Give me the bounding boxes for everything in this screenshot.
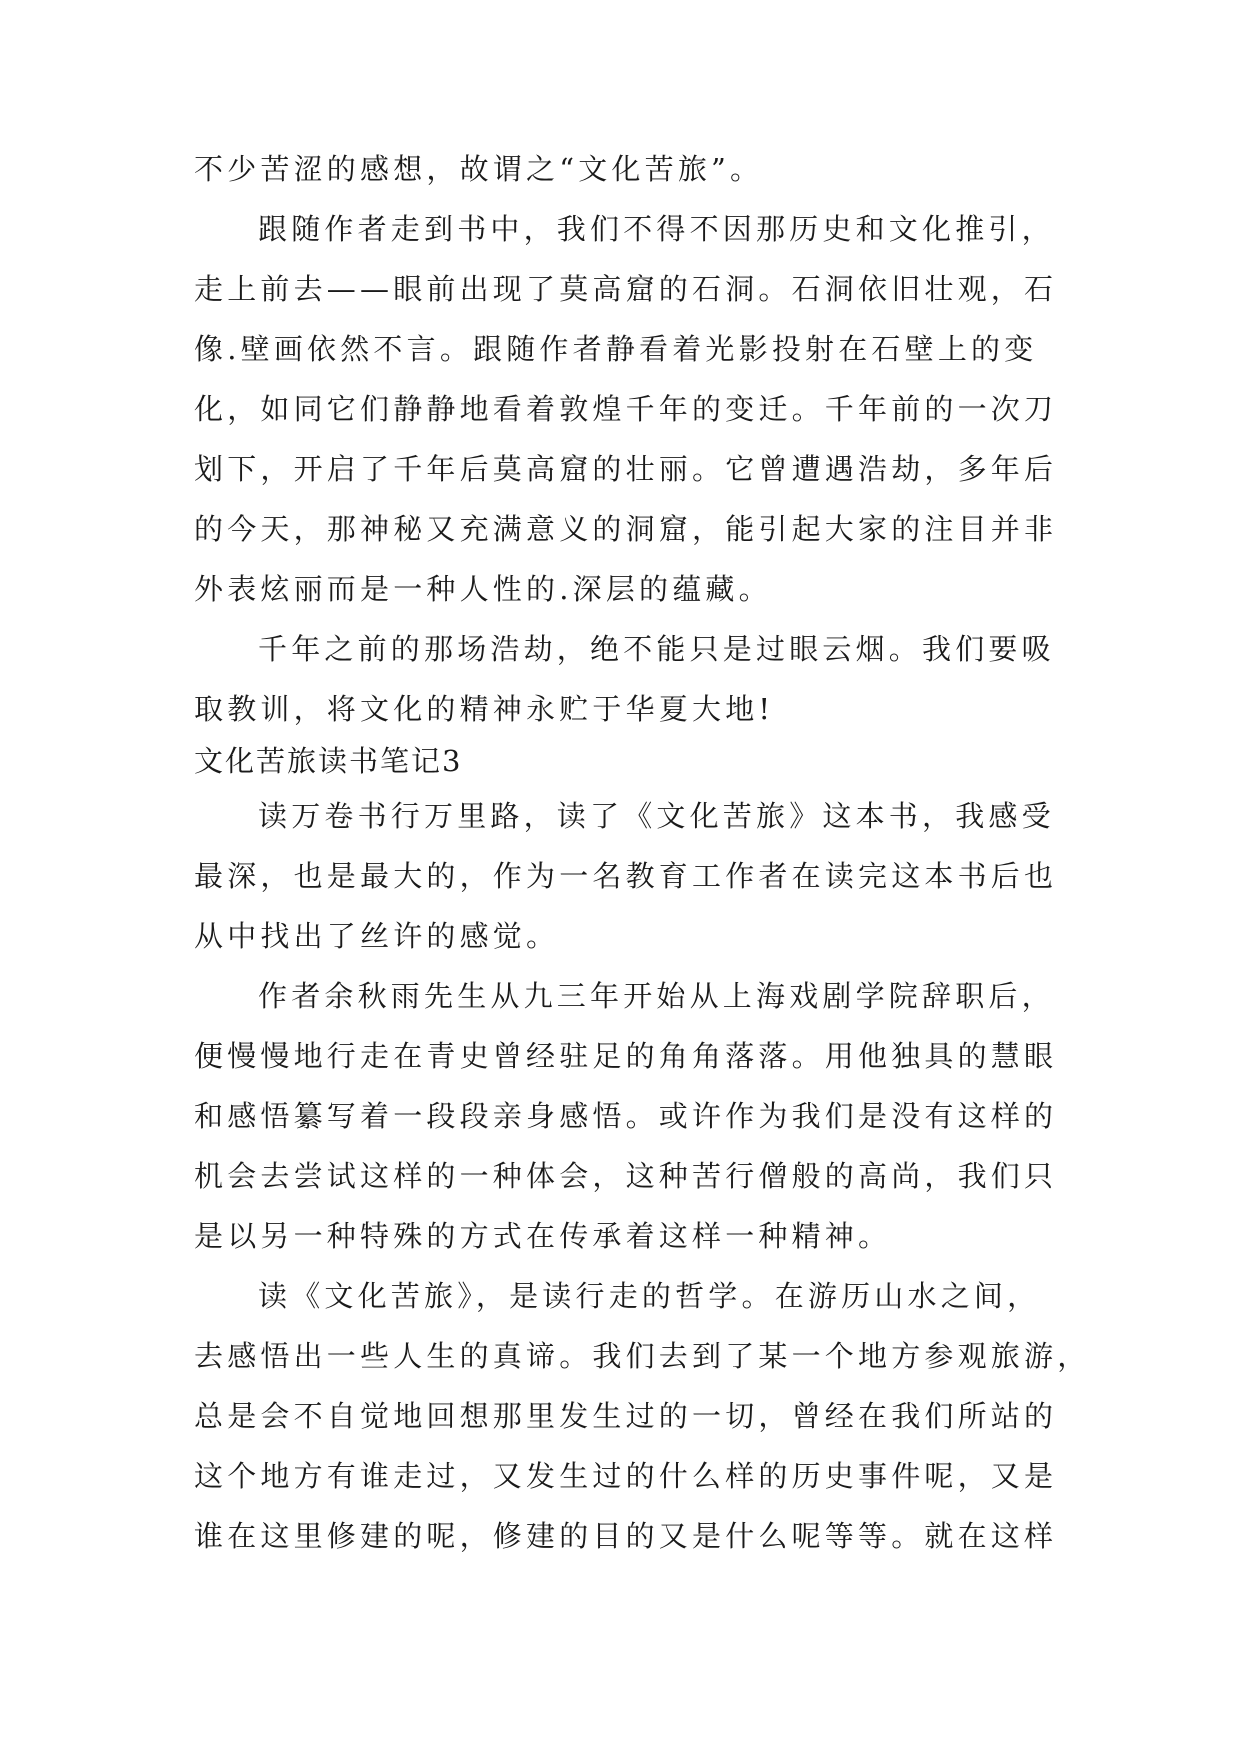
text-line: 化，如同它们静静地看着敦煌千年的变迁。千年前的一次刀: [194, 392, 1058, 426]
text-line: 取教训，将文化的精神永贮于华夏大地!: [194, 692, 775, 726]
paragraph-start-line: 读《文化苦旅》，是读行走的哲学。在游历山水之间，: [258, 1279, 1041, 1313]
text-line: 便慢慢地行走在青史曾经驻足的角角落落。用他独具的慧眼: [194, 1039, 1058, 1073]
text-line: 谁在这里修建的呢，修建的目的又是什么呢等等。就在这样: [194, 1519, 1058, 1553]
text-line: 去感悟出一些人生的真谛。我们去到了某一个地方参观旅游，: [194, 1339, 1091, 1373]
text-line: 像.壁画依然不言。跟随作者静看着光影投射在石壁上的变: [194, 332, 1038, 366]
text-line: 和感悟纂写着一段段亲身感悟。或许作为我们是没有这样的: [194, 1099, 1058, 1133]
text-line: 这个地方有谁走过，又发生过的什么样的历史事件呢，又是: [194, 1459, 1058, 1493]
paragraph-start-line: 读万卷书行万里路，读了《文化苦旅》这本书，我感受: [258, 799, 1055, 833]
text-line: 划下，开启了千年后莫高窟的壮丽。它曾遭遇浩劫，多年后: [194, 452, 1058, 486]
text-line: 最深，也是最大的，作为一名教育工作者在读完这本书后也: [194, 859, 1058, 893]
text-line: 总是会不自觉地回想那里发生过的一切，曾经在我们所站的: [194, 1399, 1058, 1433]
text-line: 外表炫丽而是一种人性的.深层的蕴藏。: [194, 572, 772, 606]
text-line: 是以另一种特殊的方式在传承着这样一种精神。: [194, 1219, 892, 1253]
text-line: 从中找出了丝许的感觉。: [194, 919, 560, 953]
text-line: 走上前去——眼前出现了莫高窟的石洞。石洞依旧壮观，石: [194, 272, 1058, 306]
text-line: 不少苦涩的感想，故谓之“文化苦旅”。: [194, 152, 764, 186]
paragraph-start-line: 跟随作者走到书中，我们不得不因那历史和文化推引，: [258, 212, 1055, 246]
text-line: 的今天，那神秘又充满意义的洞窟，能引起大家的注目并非: [194, 512, 1058, 546]
paragraph-start-line: 作者余秋雨先生从九三年开始从上海戏剧学院辞职后，: [258, 979, 1055, 1013]
paragraph-start-line: 千年之前的那场浩劫，绝不能只是过眼云烟。我们要吸: [258, 632, 1055, 666]
section-heading: 文化苦旅读书笔记3: [194, 744, 463, 778]
text-line: 机会去尝试这样的一种体会，这种苦行僧般的高尚，我们只: [194, 1159, 1058, 1193]
